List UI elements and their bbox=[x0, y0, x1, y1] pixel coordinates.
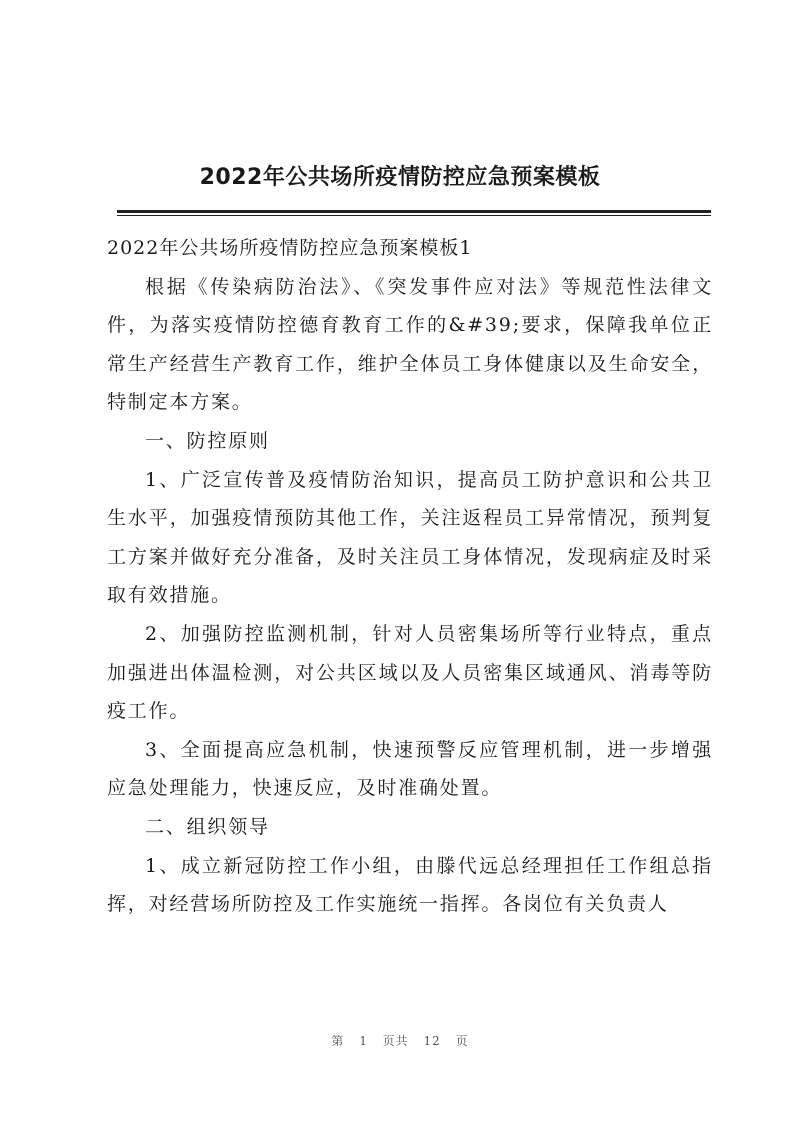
paragraph-principle-3: 3、全面提高应急机制，快速预警反应管理机制，进一步增强应急处理能力，快速反应，及时准确处置。 bbox=[107, 738, 713, 800]
document-body bbox=[107, 229, 713, 924]
document-title: 2022年公共场所疫情防控应急预案模板 bbox=[199, 165, 601, 190]
heading-principles: 一、防控原则 bbox=[145, 429, 270, 452]
paragraph-organization-1: 1、成立新冠防控工作小组，由滕代远总经理担任工作组总指挥，对经营场所防控及工作实施统一指挥。各岗位有关负责人 bbox=[107, 854, 713, 916]
title-divider-thin bbox=[117, 215, 711, 216]
paragraph-principle-2: 2、加强防控监测机制，针对人员密集场所等行业特点，重点加强进出体温检测，对公共区域以及人员密集区域通风、消毒等防疫工作。 bbox=[107, 622, 713, 723]
title-divider bbox=[117, 210, 711, 213]
page-footer: 第 1 页共 12 页 bbox=[331, 1034, 469, 1048]
section-subtitle: 2022年公共场所疫情防控应急预案模板1 bbox=[107, 237, 473, 259]
paragraph-principle-1: 1、广泛宣传普及疫情防治知识，提高员工防护意识和公共卫生水平，加强疫情预防其他工作，关注返程员工异常情况，预判复工方案并做好充分准备，及时关注员工身体情况，发现病症及时采取有效措施。 bbox=[107, 468, 713, 607]
heading-organization: 二、组织领导 bbox=[145, 815, 270, 838]
paragraph-intro: 根据《传染病防治法》、《突发事件应对法》等规范性法律文件，为落实疫情防控德育教育工作的&#39;要求，保障我单位正常生产经营生产教育工作，维护全体员工身体健康以及生命安全，特制定本方案。 bbox=[107, 275, 713, 414]
